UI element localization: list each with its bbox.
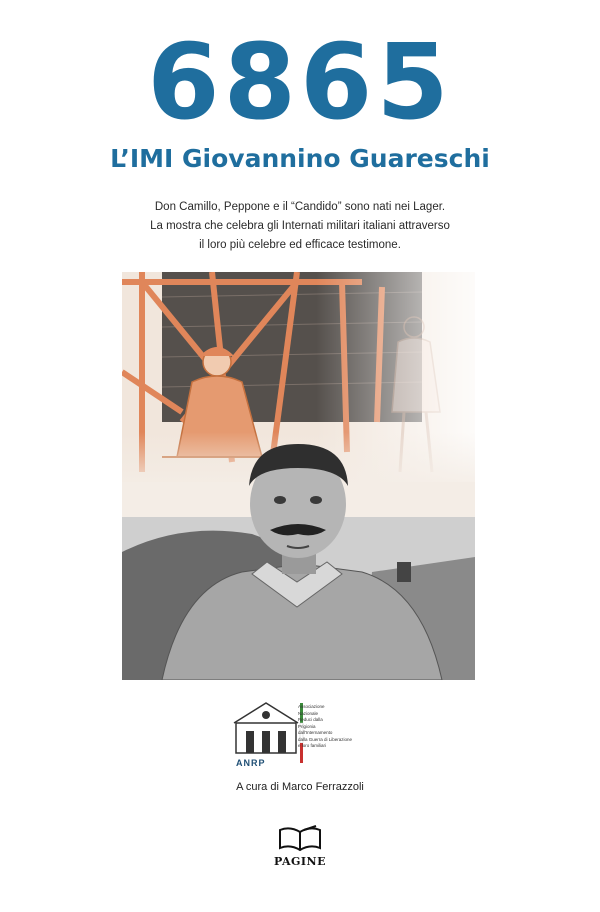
logo-line: Reduci dalla (298, 717, 323, 722)
publisher-name: PAGINE (274, 855, 326, 868)
logo-line: Associazione (298, 704, 325, 709)
logo-building-icon (234, 703, 298, 753)
description-line: La mostra che celebra gli Internati militari italiani attraverso (150, 220, 450, 232)
logo-association-name (298, 704, 378, 750)
cover-illustration (122, 272, 475, 680)
logo-line: dall'Internamento (298, 730, 333, 735)
logo-line: Prigionia (298, 723, 316, 729)
photo-chimney (397, 562, 411, 582)
description-line: il loro più celebre ed efficace testimone. (199, 239, 401, 251)
cover-subtitle: L’IMI Giovannino Guareschi (110, 144, 490, 173)
open-book-icon (276, 824, 324, 854)
logo-line: Nazionale (298, 710, 319, 716)
guareschi-illustration (122, 272, 475, 680)
curator-credit: A cura di Marco Ferrazzoli (236, 781, 364, 793)
cover-description (100, 198, 500, 255)
logo-line: dalla Guerra di Liberazione (298, 736, 353, 742)
logo-line: e loro familiari (298, 743, 327, 748)
cover-number: 6865 (147, 21, 453, 143)
logo-acronym: ANRP (236, 758, 266, 768)
description-line: Don Camillo, Peppone e il “Candido” sono nati nei Lager. (154, 201, 446, 213)
